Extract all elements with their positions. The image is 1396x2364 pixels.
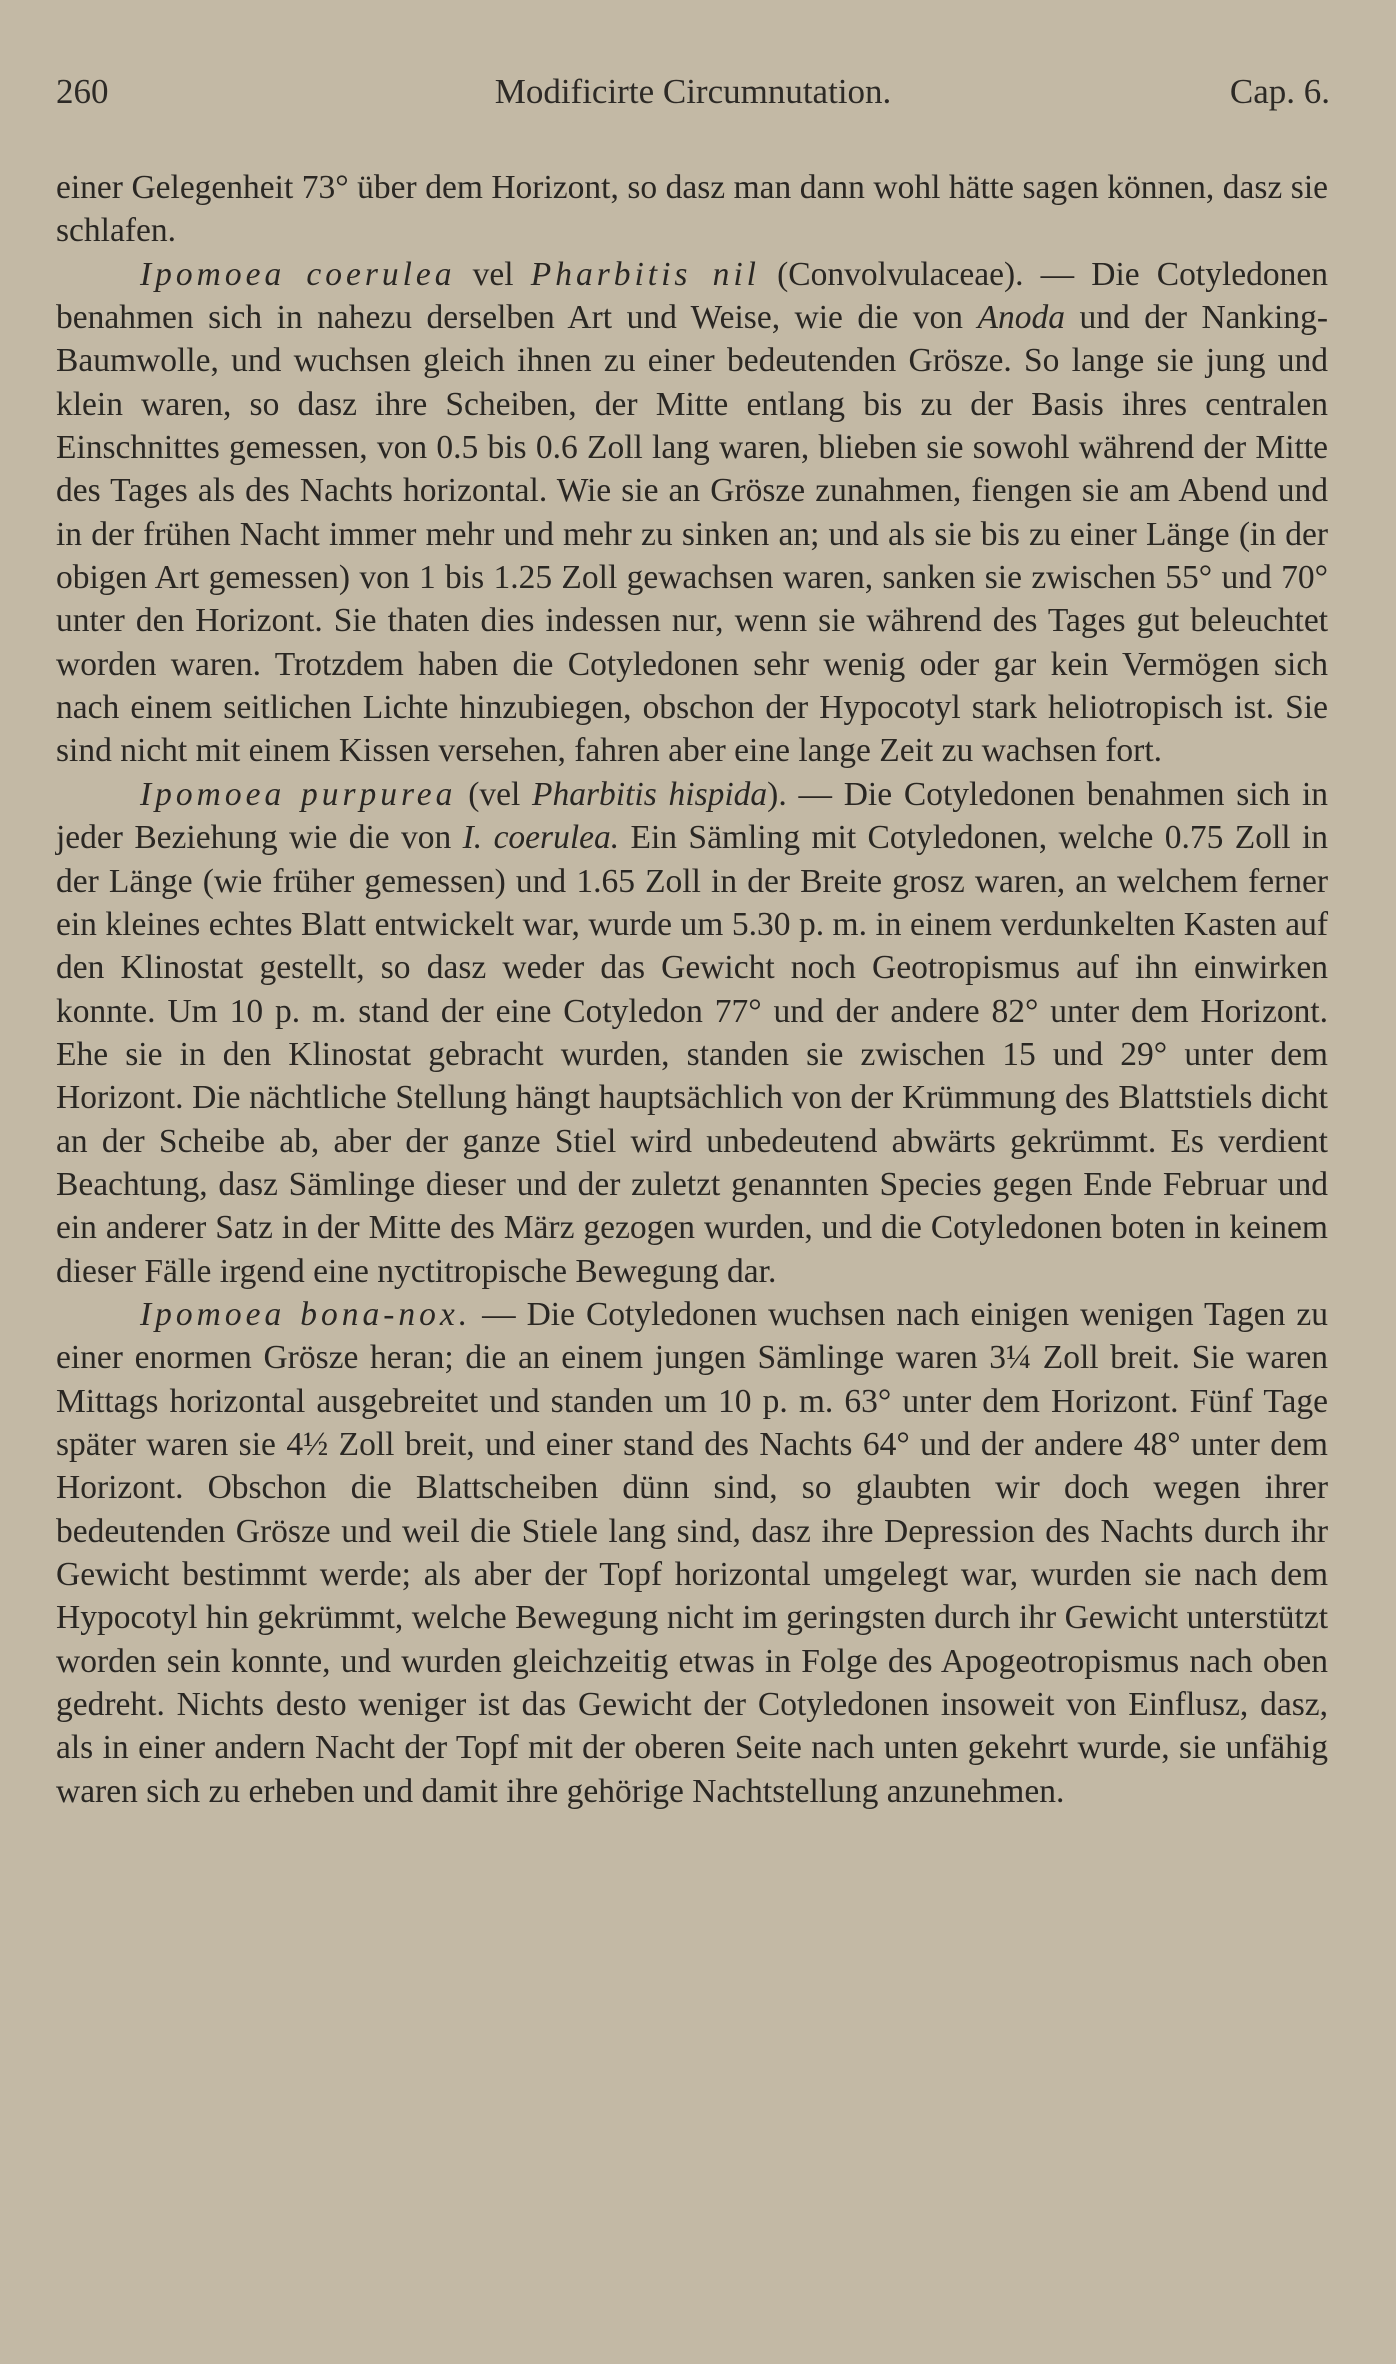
species-name: Ipomoea bona-nox. (140, 1295, 472, 1333)
paragraph (56, 253, 1328, 773)
italic-term: Anoda (977, 299, 1065, 337)
text-run: (vel (456, 775, 533, 813)
text-run: Ein Sämling mit Cotyledonen, welche 0.75 Zoll in der Länge (wie früher gemessen) und 1.65 Zoll in der Breite grosz waren, an welchem ferner ein kleines echtes Blatt entwickelt war, wurde um 5.30 p. m. in einem verdunkelten Kasten auf den Klinostat gestellt, so dasz weder das Gewicht noch Geotropismus auf ihn einwirken konnte. Um 10 p. m. stand der eine Cotyledon 77° und der andere 82° unter dem Horizont. Ehe sie in den Klinostat gebracht wurden, standen sie zwischen 15 und 29° unter dem Horizont. Die nächtliche Stellung hängt hauptsächlich von der Krümmung des Blattstiels dicht an der Scheibe ab, aber der ganze Stiel wird unbedeutend abwärts gekrümmt. Es verdient Beachtung, dasz Sämlinge dieser und der zuletzt genannten Species gegen Ende Februar und ein anderer Satz in der Mitte des März gezogen wurden, und die Cotyledonen boten in keinem dieser Fälle irgend eine nyctitropische Bewegung dar. (56, 819, 1328, 1290)
species-name: Pharbitis nil (530, 255, 760, 293)
text-run: einer Gelegenheit 73° über dem Horizont, so dasz man dann wohl hätte sagen können, dasz sie schlafen. (56, 169, 1328, 250)
italic-term: I. coerulea. (462, 819, 620, 857)
species-name: Ipomoea coerulea (140, 255, 456, 293)
text-run: und der Nanking-Baumwolle, und wuchsen gleich ihnen zu einer bedeutenden Grösze. So lange sie jung und klein waren, so dasz ihre Scheiben, der Mitte entlang bis zu der Basis ihres centralen Einschnittes gemessen, von 0.5 bis 0.6 Zoll lang waren, blieben sie sowohl während der Mitte des Tages als des Nachts horizontal. Wie sie an Grösze zunahmen, fiengen sie am Abend und in der frühen Nacht immer mehr und mehr zu sinken an; und als sie bis zu einer Länge (in der obigen Art gemessen) von 1 bis 1.25 Zoll gewachsen waren, sanken sie zwischen 55° und 70° unter den Horizont. Sie thaten dies indessen nur, wenn sie während des Tages gut beleuchtet worden waren. Trotzdem haben die Cotyledonen sehr wenig oder gar kein Vermögen sich nach einem seitlichen Lichte hinzubiegen, obschon der Hypocotyl stark heliotropisch ist. Sie sind nicht mit einem Kissen versehen, fahren aber eine lange Zeit zu wachsen fort. (56, 299, 1328, 770)
chapter-label: Cap. 6. (1229, 72, 1330, 111)
text-run: vel (455, 255, 531, 293)
text-run: ). — Die Cotyledonen benahmen sich in jeder Beziehung wie die von (56, 775, 1328, 857)
body-text (56, 166, 1328, 1813)
paragraph (56, 1293, 1328, 1813)
running-head (56, 72, 1330, 122)
running-title: Modificirte Circumnutation. (494, 72, 892, 111)
text-run: (Convolvulaceae). — Die Cotyledonen benahmen sich in nahezu derselben Art und Weise, wie die von (56, 255, 1328, 337)
species-name: Ipomoea purpurea (140, 775, 457, 813)
italic-term: Pharbitis hispida (532, 775, 768, 813)
paragraph (56, 166, 1328, 253)
paragraph (56, 773, 1328, 1293)
text-run: — Die Cotyledonen wuchsen nach einigen wenigen Tagen zu einer enormen Grösze heran; die an einem jungen Sämlinge waren 3¼ Zoll breit. Sie waren Mittags horizontal ausgebreitet und standen um 10 p. m. 63° unter dem Horizont. Fünf Tage später waren sie 4½ Zoll breit, und einer stand des Nachts 64° und der andere 48° unter dem Horizont. Obschon die Blattscheiben dünn sind, so glaubten wir doch wegen ihrer bedeutenden Grösze und weil die Stiele lang sind, dasz ihre Depression des Nachts durch ihr Gewicht bestimmt werde; als aber der Topf horizontal umgelegt war, wurden sie nach dem Hypocotyl hin gekrümmt, welche Bewegung nicht im geringsten durch ihr Gewicht unterstützt worden sein konnte, und wurden gleichzeitig etwas in Folge des Apogeotropismus nach oben gedreht. Nichts desto weniger ist das Gewicht der Cotyledonen insoweit von Einflusz, dasz, als in einer andern Nacht der Topf mit der oberen Seite nach unten gekehrt wurde, sie unfähig waren sich zu erheben und damit ihre gehörige Nachtstellung anzunehmen. (56, 1295, 1328, 1810)
page-number: 260 (56, 72, 109, 111)
